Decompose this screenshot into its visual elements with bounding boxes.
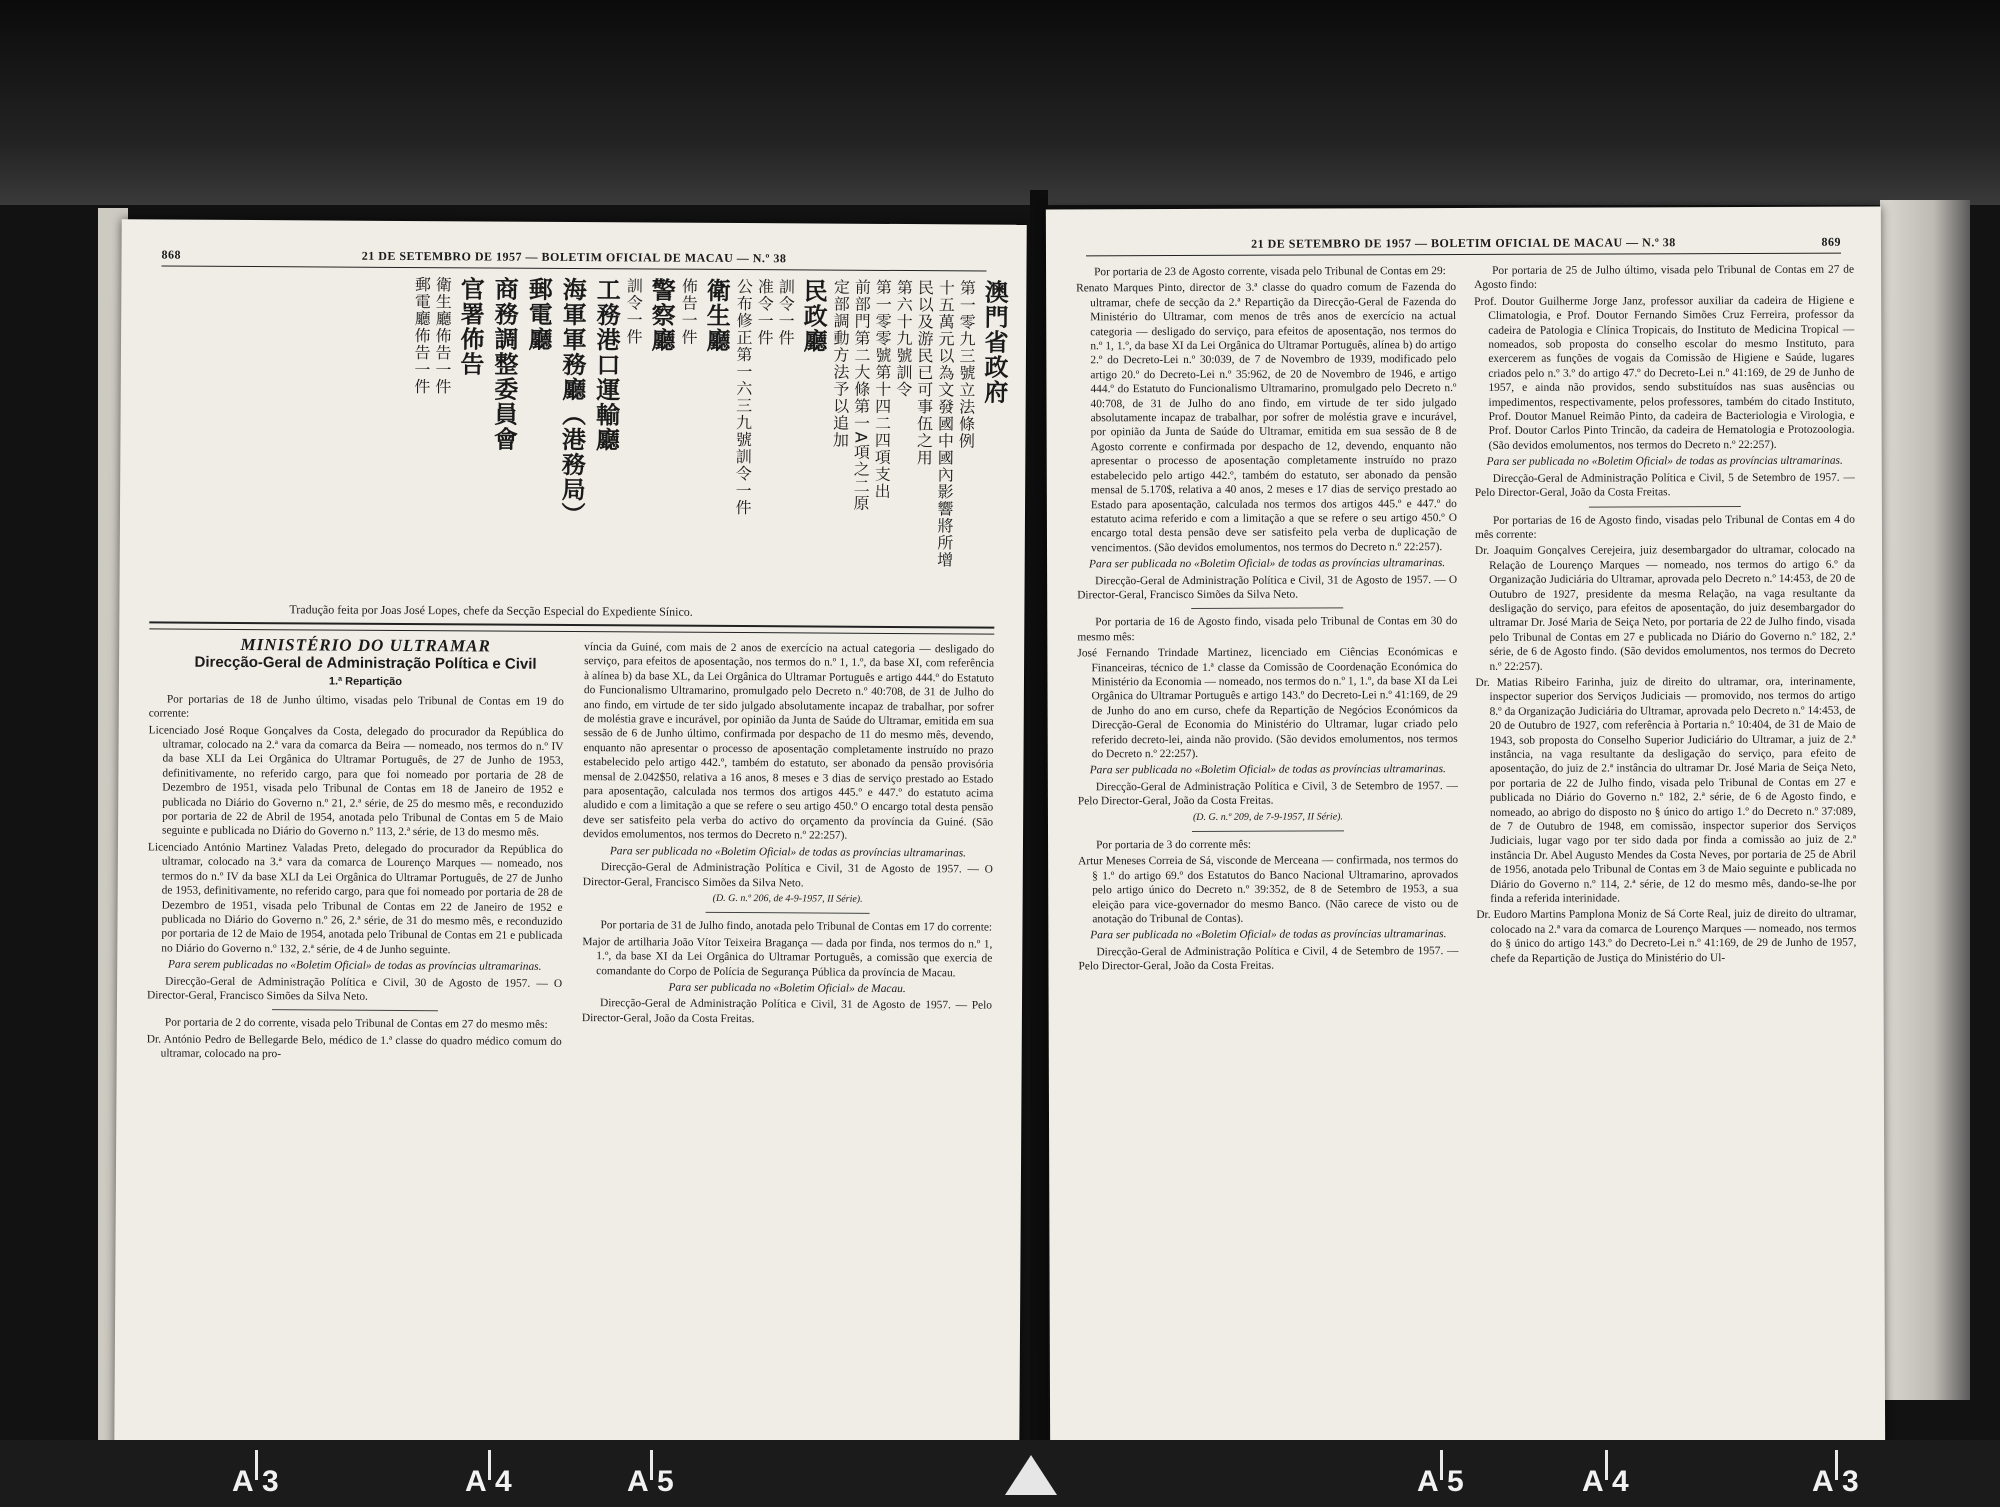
ruler-tick: [1605, 1450, 1608, 1480]
ruler-label: A: [1812, 1465, 1834, 1498]
right-page-edge: [1880, 200, 1970, 1400]
chinese-line: 郵電廳: [523, 276, 553, 352]
chinese-line: 十五萬元以為文發國中國內影響將所增: [934, 279, 956, 569]
ruler-label: 5: [657, 1465, 674, 1498]
publication-note: Para ser publicada no «Boletim Oficial» de Macau.: [668, 981, 906, 995]
ruler-tick: [650, 1450, 653, 1480]
chinese-summary-block: [170, 275, 1012, 590]
ruler-tick: [1835, 1450, 1838, 1480]
paragraph: Major de artilharia João Vítor Teixeira Bragança — dada por finda, nos termos do n.º 1, 1.º, da base XI da Lei Orgânica do Ultramar Português, a comissão que exercia de comandante do Corpo de Polícia de Segurança Pública da província de Macau.: [582, 935, 993, 979]
paragraph: víncia da Guiné, com mais de 2 anos de exercício na actual categoria — desligado do serviço, para efeitos de aposentação, nos termos do n.º 1, 1.º, da base XI, com referência à alínea b) da base XL, da Lei Orgânica do Ultramar Português e artigo 444.º do Estatuto do Funcionalismo Ultramarino, promulgado pelo Decreto n.º 40:708, de 31 de Julho do ano findo, em virtude de ter sido julgado absolutamente incapaz de trabalhar, por sofrer de moléstia grave e incurável, por opinião da Junta de Saúde do Ultramar, emitida em sua sessão de 6 de Junho último, confirmada por despacho de 11 do mesmo mês, devendo, enquanto não apresentar o processo de aposentação completamente instruído no prazo estabelecido pelo artigo 442.º, também do estatuto, ser abonado da pensão provisória mensal de 2.042$50, relativa a 16 anos, 8 meses e 3 dias de serviço prestado ao Estado para aposentação, calculada nos termos dos artigos 445.º e 447.º do estatuto acima aludido e com a limitação a que se refere o seu artigo 450.º O encargo total desta pensão deve ser satisfeito pela verba do activo do orçamento da província da Guiné. (São devidos emolumentos, nos termos do Decreto n.º 22:257).: [582, 641, 995, 842]
left-running-header: [161, 243, 986, 271]
ruler-tick: [255, 1450, 258, 1480]
publication-note: Para serem publicadas no «Boletim Oficial» de todas as províncias ultramarinas.: [167, 958, 542, 973]
running-title: 21 DE SETEMBRO DE 1957 — BOLETIM OFICIAL DE MACAU — N.º 38: [361, 248, 787, 266]
right-page: [1046, 207, 1885, 1450]
chinese-line: 第一零九三號立法條例: [956, 279, 977, 450]
chinese-line: 定部調動方法予以追加: [830, 278, 851, 449]
chinese-line: 澳門省政府: [979, 279, 1009, 405]
gazette-reference: (D. G. n.º 209, de 7-9-1957, II Série).: [1192, 811, 1343, 823]
section-heading: 1.ª Repartição: [328, 675, 403, 689]
ruler-label: 3: [262, 1465, 279, 1498]
signature: Direcção-Geral de Administração Política e Civil, 3 de Setembro de 1957. — Pelo Director-Geral, João da Costa Freitas.: [1077, 779, 1458, 808]
separator: [1192, 830, 1344, 832]
scan-background-top: [0, 0, 2000, 205]
separator: [706, 912, 870, 914]
chinese-line: 衛生廳: [701, 277, 731, 353]
chinese-line: 民政廳: [798, 278, 828, 354]
chinese-line: 准令一件: [755, 278, 775, 347]
signature: Direcção-Geral de Administração Política e Civil, 30 de Agosto de 1957. — O Director-Geral, Francisco Simões da Silva Neto.: [147, 975, 563, 1003]
signature: Direcção-Geral de Administração Política e Civil, 5 de Setembro de 1957. — Pelo Director-Geral, João da Costa Freitas.: [1474, 471, 1855, 500]
publication-note: Para ser publicada no «Boletim Oficial» de todas as províncias ultramarinas.: [1089, 763, 1446, 777]
running-title: 21 DE SETEMBRO DE 1957 — BOLETIM OFICIAL DE MACAU — N.º 38: [1251, 235, 1676, 251]
ruler-tick: [488, 1450, 491, 1480]
paragraph: José Fernando Trindade Martinez, licenciado em Ciências Económicas e Financeiras, técnico de 1.ª classe da Comissão de Coordenação Económica do Ministério da Economia — nomeado, nos termos do n.º 1, 1.º, da base XI da Lei Orgânica do Ultramar Português e artigo 143.º do Decreto-Lei n.º 41:169, de 29 de Junho do ano em curso, chefe da Repartição de Negócios Económicos da Direcção-Geral de Economia do Ministério do Ultramar, lugar criado pelo referido decreto-lei, ainda não provido. (São devidos emolumentos, nos termos do Decreto n.º 22:257).: [1077, 646, 1458, 761]
direction-heading: Direcção-Geral de Administração Política e Civil: [194, 654, 537, 674]
chinese-line: 訓令一件: [624, 277, 644, 346]
ruler-label: A: [465, 1465, 487, 1498]
ruler-label: A: [232, 1465, 254, 1498]
chinese-line: 民以及游民已可事伍之用: [914, 279, 935, 467]
ruler-label: 4: [495, 1465, 512, 1498]
paragraph: Por portarias de 18 de Junho último, visadas pelo Tribunal de Contas em 19 do corrente:: [148, 693, 564, 720]
ruler-label: A: [1582, 1465, 1604, 1498]
paragraph: Por portarias de 16 de Agosto findo, visadas pelo Tribunal de Contas em 4 do mês corrente:: [1474, 513, 1855, 541]
ruler-label: A: [1417, 1465, 1439, 1498]
page-number: 868: [161, 247, 182, 262]
page-number: 869: [1821, 234, 1841, 249]
separator: [271, 1010, 437, 1012]
scan-ruler-strip: [0, 1440, 2000, 1507]
left-column-1: [146, 634, 565, 1065]
separator: [1589, 506, 1741, 508]
signature: Direcção-Geral de Administração Política e Civil, 31 de Agosto de 1957. — Pelo Director-Geral, João da Costa Freitas.: [581, 997, 993, 1025]
chinese-line: 訓令一件: [776, 278, 796, 347]
paragraph: Por portaria de 31 de Julho findo, anotada pelo Tribunal de Contas em 17 do corrente:: [600, 919, 993, 934]
signature: Direcção-Geral de Administração Política e Civil, 4 de Setembro de 1957. — Pelo Director-Geral, João da Costa Freitas.: [1078, 944, 1459, 973]
chinese-line: 前部門第二大條第一A項之二原: [851, 278, 872, 512]
ruler-tick: [1440, 1450, 1443, 1480]
right-column-1: [1076, 264, 1458, 976]
chinese-line: 衛生廳佈告一件: [432, 276, 453, 396]
paragraph: Por portaria de 25 de Julho último, visada pelo Tribunal de Contas em 27 de Agosto findo:: [1474, 263, 1855, 292]
paragraph: Dr. António Pedro de Bellegarde Belo, médico de 1.ª classe do quadro médico comum do ultramar, colocado na pro-: [146, 1033, 562, 1061]
chinese-line: 第一零零號第十四二四項支出: [872, 278, 893, 500]
section-divider: [149, 621, 994, 634]
ruler-label: 4: [1612, 1465, 1629, 1498]
paragraph: Por portaria de 16 de Agosto findo, visada pelo Tribunal de Contas em 30 do mesmo mês:: [1077, 615, 1458, 644]
paragraph: Dr. Joaquim Gonçalves Cerejeira, juiz desembargador do ultramar, colocado na Relação de Lourenço Marques — nomeado, nos termos do artigo 6.º da Organização Judiciária do Ultramar, aprovada pelo Decreto n.º 14:453, de 20 de Outubro de 1927, presidente da mesma Relação, na vaga resultante da desligação do serviço, para efeitos de aposentação, do juiz desembargador do ultramar Dr. José Maria de Seiça Neto, por portaria de 22 de Julho findo, visada pelo Tribunal de Contas em 27 e publicada no Diário do Governo n.º 182, 2.ª série, de 6 de Agosto findo. (São devidos emolumentos, nos termos do Decreto n.º 22:257).: [1475, 543, 1856, 673]
ruler-label: 3: [1842, 1465, 1859, 1498]
left-page: [114, 219, 1027, 1461]
chinese-line: 公布修正第一六三九號訓令一件: [732, 277, 754, 517]
chinese-line: 警察廳: [646, 277, 676, 353]
chinese-line: 海軍軍務廳（港務局）: [556, 276, 587, 528]
chinese-line: 商務調整委員會: [489, 276, 519, 452]
publication-note: Para ser publicada no «Boletim Oficial» de todas as províncias ultramarinas.: [1088, 557, 1446, 571]
ruler-label: 5: [1447, 1465, 1464, 1498]
chinese-line: 官署佈告: [455, 276, 485, 377]
paragraph: Por portaria de 23 de Agosto corrente, visada pelo Tribunal de Contas em 29:: [1094, 265, 1446, 279]
chinese-line: 工務港口運輸廳: [591, 277, 621, 453]
paragraph: Por portaria de 2 do corrente, visada pelo Tribunal de Contas em 27 do mesmo mês:: [164, 1016, 548, 1032]
paragraph: Licenciado António Martinez Valadas Preto, delegado do procurador da República do ultramar, colocado na 3.ª vara da comarca de Lourenço Marques — nomeado, nos termos do n.º IV da base XLI da Lei Orgânica do Ultramar Português, de 27 de Junho de 1953, definitivamente, no referido cargo, para que foi nomeado por portaria de 28 de Dezembro de 1951, visada pelo Tribunal de Contas em 22 de Janeiro de 1952 e publicada no Diário do Governo n.º 26, 2.ª série, de 31 do mesmo mês, e reconduzido por portaria de 12 de Maio de 1954, anotada pelo Tribunal de Contas em 21 e publicada no Diário do Governo n.º 132, 2.ª série, de 4 de Junho seguinte.: [147, 841, 563, 956]
paragraph: Dr. Matias Ribeiro Farinha, juiz de direito do ultramar, ora, interinamente, inspector superior dos Serviços Judiciais — promovido, nos termos do artigo 8.º da Organização Judiciária do Ultramar, aprovada pelo Decreto n.º 14:453, de 20 de Outubro de 1927, com referência à Portaria n.º 10:404, de 31 de Maio de 1943, sob proposta do Conselho Superior Judiciário do Ultramar, a juiz de 2.ª instância, na vaga resultante da desligação do serviço, para efeito de aposentação, do juiz de 2.ª instância do ultramar Dr. José Maria de Seiça Neto, por portaria de 22 de Julho findo, visada pelo Tribunal de Contas em 27 e publicada no Diário do Governo n.º 182, 2.ª série, de 6 de Agosto findo, e nomeado, ao abrigo do disposto no § único do artigo 1.º do Decreto n.º 37:089, de 7 de Outubro de 1948, em comissão, inspector superior dos Serviços Judiciais, lugar vago por ter sido dada por finda a comissão ao juiz de 2.ª instância Dr. Abel Augusto Mendes da Costa Neves, por portaria de 25 de Abril de 1956, anotada pelo Tribunal de Contas em 3 de Maio seguinte e publicada no Diário do Governo n.º 114, 2.ª série, de 12 do mesmo mês, dando-se-lhe por finda a referida interinidade.: [1475, 675, 1857, 905]
paragraph: Por portaria de 3 do corrente mês:: [1096, 838, 1252, 852]
ministry-heading: MINISTÉRIO DO ULTRAMAR: [240, 634, 491, 656]
publication-note: Para ser publicada no «Boletim Oficial» de todas as províncias ultramarinas.: [1090, 928, 1447, 942]
right-running-header: [1086, 231, 1841, 257]
paragraph: Licenciado José Roque Gonçalves da Costa, delegado do procurador da República do ultramar, colocado na 2.ª vara da comarca da Beira — nomeado, nos termos do n.º IV da base XLI da Lei Orgânica do Ultramar Português, de 27 de Junho de 1953, definitivamente, no referido cargo, para que foi nomeado por portaria de 28 de Dezembro de 1951, visada pelo Tribunal de Contas em 18 de Janeiro de 1952 e publicada no Diário do Governo n.º 21, 2.ª série, de 25 do mesmo mês, e reconduzido por portaria de 22 de Abril de 1954, anotada pelo Tribunal de Contas em 5 de Maio seguinte e publicada no Diário do Governo n.º 113, 2.ª série, de 13 do mesmo mês.: [148, 724, 564, 840]
paragraph: Renato Marques Pinto, director de 3.ª classe do quadro comum de Fazenda do ultramar, chefe de secção da 2.ª Repartição da Direcção-Geral de Fazenda do Ministério do Ultramar, com menos de três anos de exercício na actual categoria — desligado do serviço, para efeitos de aposentação, nos termos do n.º 1, 1.º, da base XI da Lei Orgânica do Ultramar Português, alínea b) do artigo 2.º do Decreto-Lei n.º 30:039, de 7 de Novembro de 1939, modificado pelo artigo 20.º do Decreto-Lei n.º 35:962, de 20 de Novembro de 1946, e artigo 444.º do Estatuto do Funcionalismo Ultramarino, promulgado pelo Decreto n.º 40:708, de 31 de Julho do ano findo, em virtude de ter sido julgado absolutamente incapaz de trabalhar, por sofrer de moléstia grave e incurável, por opinião da Junta de Saúde do Ultramar, emitida em sua sessão de 8 de Agosto corrente e confirmada por despacho de 12, devendo, enquanto não apresentar o processo de aposentação completamente instruído no prazo estabelecido pelo artigo 442.º, também do estatuto, ser abonado da pensão mensal de 5.170$, relativa a 40 anos, 2 meses e 17 dias de serviço prestado ao Estado para aposentação, calculada nos termos dos artigos 445.º e 447.º do estatuto acima referido e com a limitação a que se refere o seu artigo 450.º O encargo total desta pensão deve ser satisfeito pela verba de duplicação de vencimentos. (São devidos emolumentos, nos termos do Decreto n.º 22:257).: [1076, 281, 1457, 555]
signature: Direcção-Geral de Administração Política e Civil, 31 de Agosto de 1957. — O Director-Geral, Francisco Simões da Silva Neto.: [1077, 573, 1458, 602]
paragraph: Dr. Eudoro Martins Pamplona Moniz de Sá Corte Real, juiz de direito do ultramar, colocado na 2.ª vara da comarca de Lourenço Marques — nomeado, nos termos do § único do artigo 143.º do Decreto-Lei n.º 41:169, de 29 de Junho de 1957, chefe da Repartição de Justiça do Ministério do Ul-: [1476, 908, 1857, 965]
chinese-line: 郵電廳佈告一件: [411, 276, 432, 396]
publication-note: Para ser publicada no «Boletim Oficial» de todas as províncias ultramarinas.: [609, 844, 967, 860]
book-spine: [1030, 190, 1048, 1450]
right-column-2: [1474, 263, 1856, 968]
paragraph: Prof. Doutor Guilherme Jorge Janz, professor auxiliar da cadeira de Higiene e Climatologia, e Prof. Doutor Fernando Simões Cruz Ferreira, professor da cadeira de Patologia e Clínica Tropicais, do Instituto de Medicina Tropical — nomeados, sob proposta do conselho escolar do mesmo Instituto, para exercerem as funções de vogais da Comissão de Higiene e Saúde, lugares criados pelo n.º 3.º do artigo 47.º do Decreto-Lei n.º 41:169, de 29 de Junho de 1957, e ainda não providos, sendo substituídos nas suas ausências ou impedimentos, respectivamente, pelos professores, também do citado Instituto, Prof. Doutor Manuel Reimão Pinto, da cadeira de Bacteriologia e Virologia, e Prof. Doutor Carlos Pinto Trincão, da cadeira de Hematologia e Protozoologia. (São devidos emolumentos, nos termos do Decreto n.º 22:257).: [1474, 294, 1855, 452]
gazette-reference: (D. G. n.º 206, de 4-9-1957, II Série).: [712, 892, 863, 905]
left-column-2: [582, 640, 994, 1030]
center-marker-arrow: [1005, 1455, 1057, 1495]
signature: Direcção-Geral de Administração Política e Civil, 31 de Agosto de 1957. — O Director-Geral, Francisco Simões da Silva Neto.: [582, 861, 993, 889]
ruler-label: A: [627, 1465, 649, 1498]
publication-note: Para ser publicada no «Boletim Oficial» de todas as províncias ultramarinas.: [1486, 454, 1843, 469]
paragraph: Artur Meneses Correia de Sá, visconde de Merceana — confirmada, nos termos do § 1.º do artigo 69.º dos Estatutos do Banco Nacional Ultramarino, aprovados pelo artigo único do Decreto n.º 39:352, de 8 de Setembro de 1953, a sua eleição para vice-governador do mesmo Banco. (Não carece de visto ou de anotação do Tribunal de Contas).: [1078, 854, 1459, 926]
chinese-line: 佈告一件: [679, 277, 699, 346]
separator: [1191, 608, 1343, 610]
translation-note: Tradução feita por Joas José Lopes, chefe da Secção Especial do Expediente Sínico.: [289, 602, 693, 619]
chinese-line: 第六十九號訓令: [893, 278, 914, 399]
